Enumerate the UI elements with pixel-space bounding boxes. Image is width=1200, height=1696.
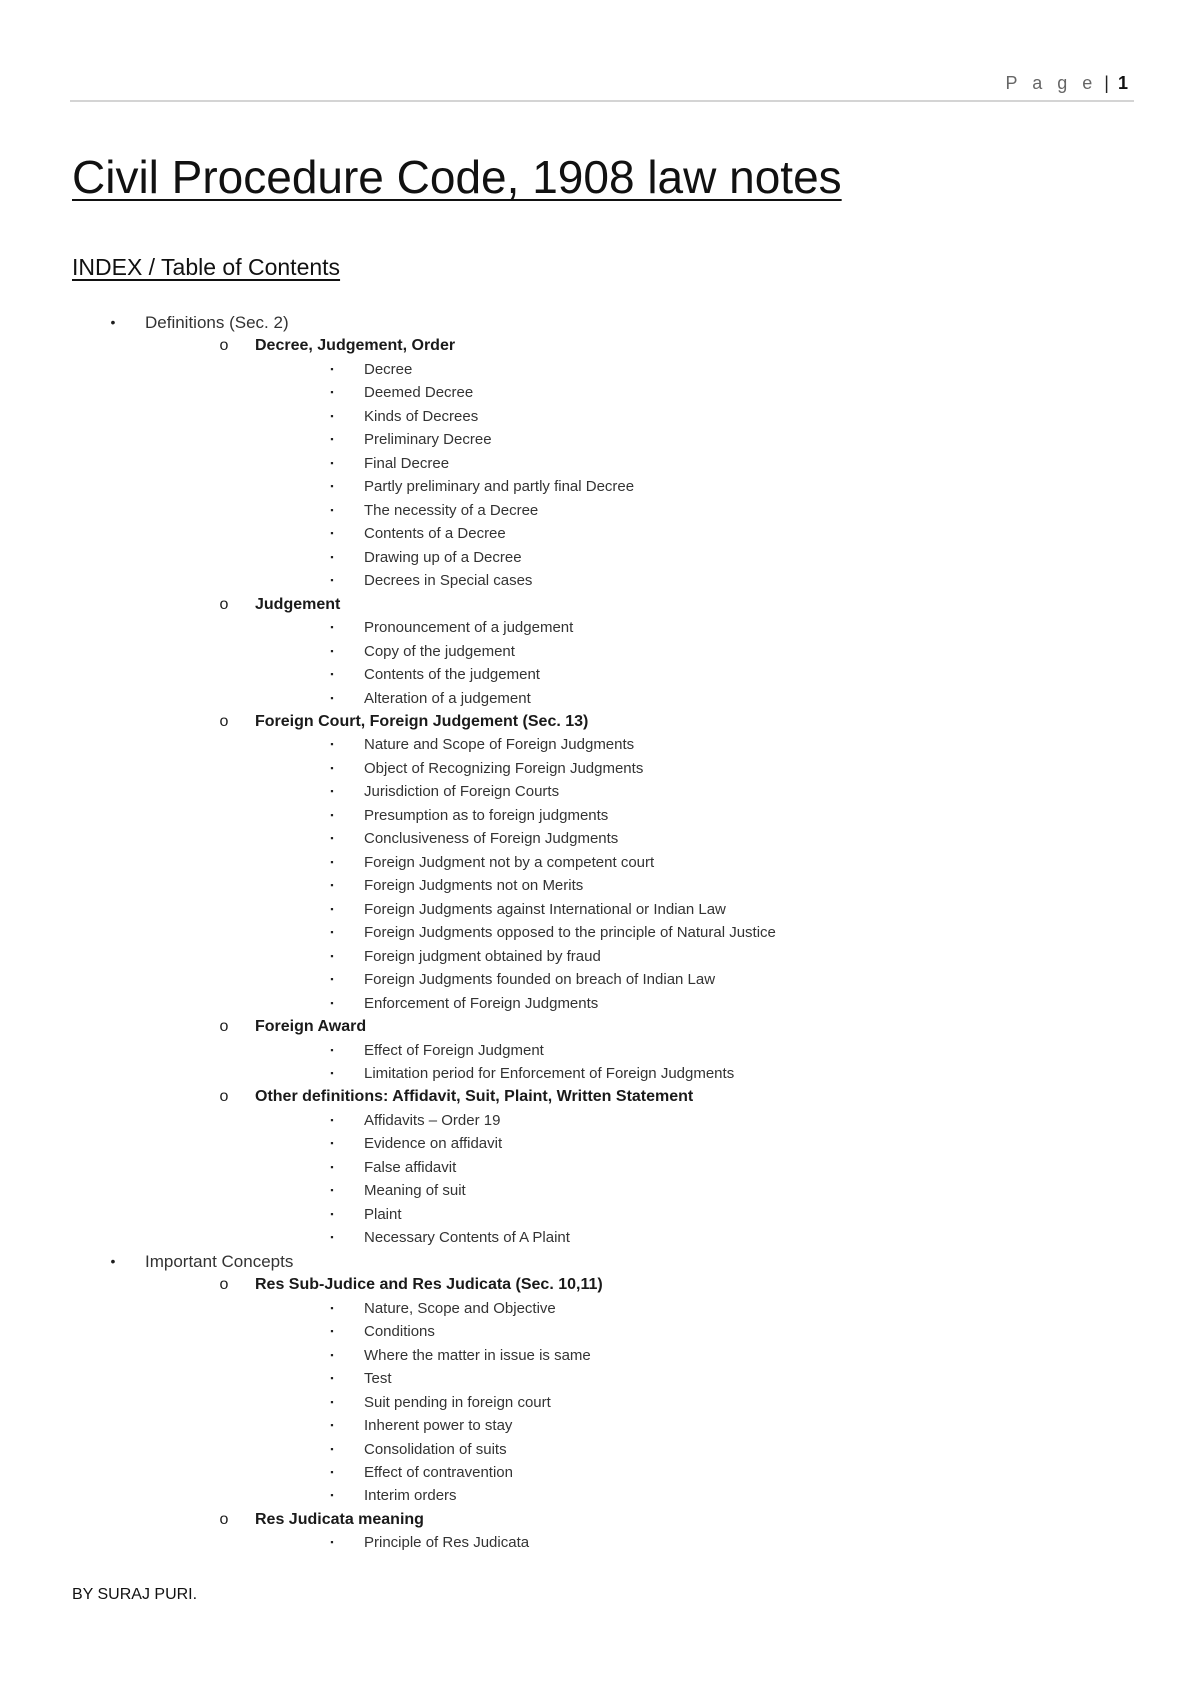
- toc-item-level-3: [0, 405, 1200, 428]
- bullet-icon: ▪: [330, 457, 334, 468]
- toc-item-level-3: [0, 1438, 1200, 1461]
- toc-item-level-3: [0, 898, 1200, 921]
- toc-item-text: Contents of a Decree: [364, 525, 506, 543]
- toc-item-text: Deemed Decree: [364, 384, 474, 402]
- page-label: P a g e: [1005, 73, 1098, 93]
- toc-item-level-3: [0, 452, 1200, 475]
- toc-item-level-3: [0, 663, 1200, 686]
- toc-item-text: Nature, Scope and Objective: [364, 1299, 556, 1317]
- bullet-icon: ▪: [330, 1232, 334, 1243]
- toc-item-level-2: [0, 1015, 1200, 1038]
- toc-item-text: Contents of the judgement: [364, 666, 540, 684]
- bullet-icon: ▪: [330, 1373, 334, 1384]
- bullet-icon: ▪: [330, 786, 334, 797]
- bullet-icon: o: [219, 712, 229, 730]
- toc-item-level-3: [0, 780, 1200, 803]
- toc-item-level-2: [0, 710, 1200, 733]
- toc-item-level-3: [0, 1179, 1200, 1202]
- toc-item-text: False affidavit: [364, 1158, 457, 1176]
- bullet-icon: ▪: [330, 1068, 334, 1078]
- toc-item-level-3: [0, 1320, 1200, 1343]
- toc-item-level-3: [0, 733, 1200, 756]
- toc-item-text: Enforcement of Foreign Judgments: [364, 994, 599, 1012]
- toc-item-text: Partly preliminary and partly final Decree: [364, 478, 635, 496]
- bullet-icon: ▪: [330, 1044, 334, 1055]
- toc-item-text: Conditions: [364, 1323, 435, 1341]
- toc-item-level-3: [0, 428, 1200, 451]
- author-footer: BY SURAJ PURI.: [72, 1586, 198, 1603]
- bullet-icon: ▪: [330, 856, 334, 867]
- bullet-icon: o: [219, 1276, 229, 1294]
- bullet-icon: ▪: [330, 1185, 334, 1196]
- toc-item-text: Definitions (Sec. 2): [145, 313, 289, 332]
- page-number: [1006, 73, 1128, 94]
- bullet-icon: ▪: [330, 903, 334, 914]
- toc-item-text: Meaning of suit: [364, 1182, 466, 1200]
- toc-item-level-2: [0, 334, 1200, 357]
- toc-item-level-3: [0, 640, 1200, 663]
- bullet-icon: o: [219, 1510, 229, 1528]
- toc-item-text: Affidavits – Order 19: [364, 1111, 501, 1129]
- toc-item-text: Plaint: [364, 1205, 402, 1223]
- toc-item-text: Limitation period for Enforcement of Foreign Judgments: [364, 1065, 735, 1082]
- bullet-icon: ▪: [330, 1138, 334, 1149]
- toc-item-text: Presumption as to foreign judgments: [364, 806, 609, 824]
- toc-item-level-3: [0, 1344, 1200, 1367]
- toc-item-level-3: [0, 499, 1200, 522]
- bullet-icon: •: [110, 314, 116, 330]
- bullet-icon: ▪: [330, 528, 334, 539]
- bullet-icon: •: [110, 1252, 116, 1269]
- bullet-icon: ▪: [330, 950, 334, 961]
- toc-item-level-3: [0, 1367, 1200, 1390]
- toc-item-text: Foreign Judgments against International or Indian Law: [364, 900, 726, 918]
- toc-item-level-3: [0, 358, 1200, 381]
- toc-item-text: Preliminary Decree: [364, 431, 492, 449]
- bullet-icon: o: [219, 595, 229, 613]
- toc-item-level-2: [0, 1273, 1200, 1296]
- bullet-icon: ▪: [330, 434, 334, 445]
- toc-item-level-3: [0, 522, 1200, 545]
- toc-item-text: Final Decree: [364, 454, 450, 472]
- toc-item-text: Pronouncement of a judgement: [364, 619, 574, 637]
- bullet-icon: ▪: [330, 622, 334, 633]
- bullet-icon: ▪: [330, 669, 334, 680]
- bullet-icon: ▪: [330, 410, 334, 421]
- toc-item-text: The necessity of a Decree: [364, 501, 539, 519]
- bullet-icon: ▪: [330, 1396, 334, 1407]
- toc-item-level-3: [0, 1391, 1200, 1414]
- toc-item-text: Jurisdiction of Foreign Courts: [364, 783, 560, 801]
- toc-item-level-2: [0, 1085, 1200, 1108]
- toc-item-text: Foreign Court, Foreign Judgement (Sec. 13): [255, 712, 589, 730]
- bullet-icon: ▪: [330, 739, 334, 750]
- document-title: Civil Procedure Code, 1908 law notes: [72, 151, 842, 203]
- table-of-contents: [0, 311, 1200, 1555]
- toc-item-level-3: [0, 921, 1200, 944]
- bullet-icon: ▪: [330, 997, 334, 1008]
- bullet-icon: ▪: [330, 1326, 334, 1337]
- toc-heading: INDEX / Table of Contents: [72, 254, 341, 280]
- toc-item-level-3: [0, 804, 1200, 827]
- toc-item-level-3: [0, 851, 1200, 874]
- toc-item-text: Foreign Judgments founded on breach of Indian Law: [364, 971, 716, 989]
- toc-item-level-3: [0, 569, 1200, 592]
- bullet-icon: ▪: [330, 692, 334, 703]
- toc-item-text: Decree, Judgement, Order: [255, 337, 456, 355]
- toc-item-level-3: [0, 1461, 1200, 1484]
- toc-item-text: Res Judicata meaning: [255, 1510, 424, 1528]
- toc-item-level-3: [0, 1484, 1200, 1507]
- bullet-icon: ▪: [330, 504, 334, 515]
- toc-item-text: Object of Recognizing Foreign Judgments: [364, 759, 644, 777]
- page-header: [70, 70, 1134, 102]
- toc-item-level-3: [0, 616, 1200, 639]
- toc-item-level-1: [0, 1250, 1200, 1273]
- bullet-icon: o: [219, 1088, 229, 1106]
- toc-item-text: Foreign Judgments opposed to the principle of Natural Justice: [364, 924, 776, 942]
- toc-item-text: Inherent power to stay: [364, 1417, 513, 1435]
- toc-item-level-3: [0, 874, 1200, 897]
- toc-item-level-3: [0, 1203, 1200, 1226]
- bullet-icon: ▪: [330, 1420, 334, 1431]
- toc-item-text: Drawing up of a Decree: [364, 548, 522, 566]
- bullet-icon: ▪: [330, 645, 334, 656]
- toc-item-text: Evidence on affidavit: [364, 1135, 503, 1153]
- toc-item-text: Decree: [364, 360, 413, 378]
- toc-item-text: Alteration of a judgement: [364, 689, 531, 707]
- toc-item-text: Test: [364, 1370, 392, 1388]
- toc-item-level-2: [0, 1508, 1200, 1531]
- toc-item-text: Decrees in Special cases: [364, 572, 533, 590]
- bullet-icon: ▪: [330, 833, 334, 844]
- bullet-icon: ▪: [330, 1490, 334, 1501]
- toc-item-level-3: [0, 1156, 1200, 1179]
- toc-item-level-3: [0, 1109, 1200, 1132]
- toc-item-text: Consolidation of suits: [364, 1440, 507, 1458]
- bullet-icon: ▪: [330, 387, 334, 398]
- toc-item-level-3: [0, 546, 1200, 569]
- page-number-value: 1: [1117, 73, 1128, 93]
- toc-item-text: Foreign Judgment not by a competent court: [364, 853, 655, 871]
- toc-item-text: Effect of contravention: [364, 1463, 513, 1481]
- toc-item-text: Where the matter in issue is same: [364, 1346, 591, 1364]
- toc-item-text: Other definitions: Affidavit, Suit, Plaint, Written Statement: [255, 1088, 694, 1106]
- toc-item-text: Kinds of Decrees: [364, 407, 479, 425]
- toc-item-level-3: [0, 1039, 1200, 1062]
- toc-item-level-3: [0, 1414, 1200, 1437]
- toc-item-text: Foreign Award: [255, 1018, 367, 1036]
- toc-item-level-3: [0, 381, 1200, 404]
- toc-item-text: Principle of Res Judicata: [364, 1534, 530, 1552]
- bullet-icon: ▪: [330, 1466, 334, 1477]
- bullet-icon: ▪: [330, 1161, 334, 1172]
- toc-item-level-3: [0, 1132, 1200, 1155]
- toc-item-level-3: [0, 1297, 1200, 1320]
- toc-item-level-3: [0, 1226, 1200, 1249]
- toc-item-text: Res Sub-Judice and Res Judicata (Sec. 10,11): [255, 1276, 603, 1294]
- bullet-icon: ▪: [330, 363, 334, 374]
- bullet-icon: ▪: [330, 1537, 334, 1548]
- toc-item-level-2: [0, 593, 1200, 616]
- toc-item-text: Suit pending in foreign court: [364, 1393, 551, 1411]
- toc-item-text: Necessary Contents of A Plaint: [364, 1229, 570, 1247]
- bullet-icon: ▪: [330, 1443, 334, 1454]
- toc-item-text: Foreign judgment obtained by fraud: [364, 947, 601, 965]
- bullet-icon: ▪: [330, 762, 334, 773]
- bullet-icon: o: [219, 1018, 229, 1036]
- toc-item-level-3: [0, 827, 1200, 850]
- bullet-icon: ▪: [330, 551, 334, 562]
- bullet-icon: ▪: [330, 1349, 334, 1360]
- bullet-icon: ▪: [330, 1302, 334, 1313]
- toc-item-text: Important Concepts: [145, 1251, 294, 1271]
- bullet-icon: ▪: [330, 809, 334, 820]
- bullet-icon: o: [219, 337, 229, 355]
- toc-item-text: Effect of Foreign Judgment: [364, 1041, 544, 1059]
- bullet-icon: ▪: [330, 974, 334, 985]
- toc-item-level-3: [0, 1531, 1200, 1554]
- bullet-icon: ▪: [330, 927, 334, 938]
- toc-item-text: Conclusiveness of Foreign Judgments: [364, 830, 619, 848]
- toc-item-text: Interim orders: [364, 1487, 457, 1505]
- toc-item-level-3: [0, 1062, 1200, 1085]
- bullet-icon: ▪: [330, 880, 334, 891]
- page-separator: |: [1104, 73, 1109, 93]
- bullet-icon: ▪: [330, 481, 334, 492]
- toc-item-level-3: [0, 687, 1200, 710]
- toc-item-level-3: [0, 475, 1200, 498]
- bullet-icon: ▪: [330, 1114, 334, 1125]
- toc-item-level-3: [0, 968, 1200, 991]
- toc-item-level-3: [0, 757, 1200, 780]
- toc-item-text: Nature and Scope of Foreign Judgments: [364, 736, 635, 754]
- toc-item-level-1: [0, 311, 1200, 334]
- bullet-icon: ▪: [330, 575, 334, 586]
- toc-item-level-3: [0, 992, 1200, 1015]
- toc-item-text: Copy of the judgement: [364, 642, 515, 660]
- toc-item-level-3: [0, 945, 1200, 968]
- toc-item-text: Foreign Judgments not on Merits: [364, 877, 584, 895]
- toc-item-text: Judgement: [255, 595, 341, 613]
- bullet-icon: ▪: [330, 1208, 334, 1219]
